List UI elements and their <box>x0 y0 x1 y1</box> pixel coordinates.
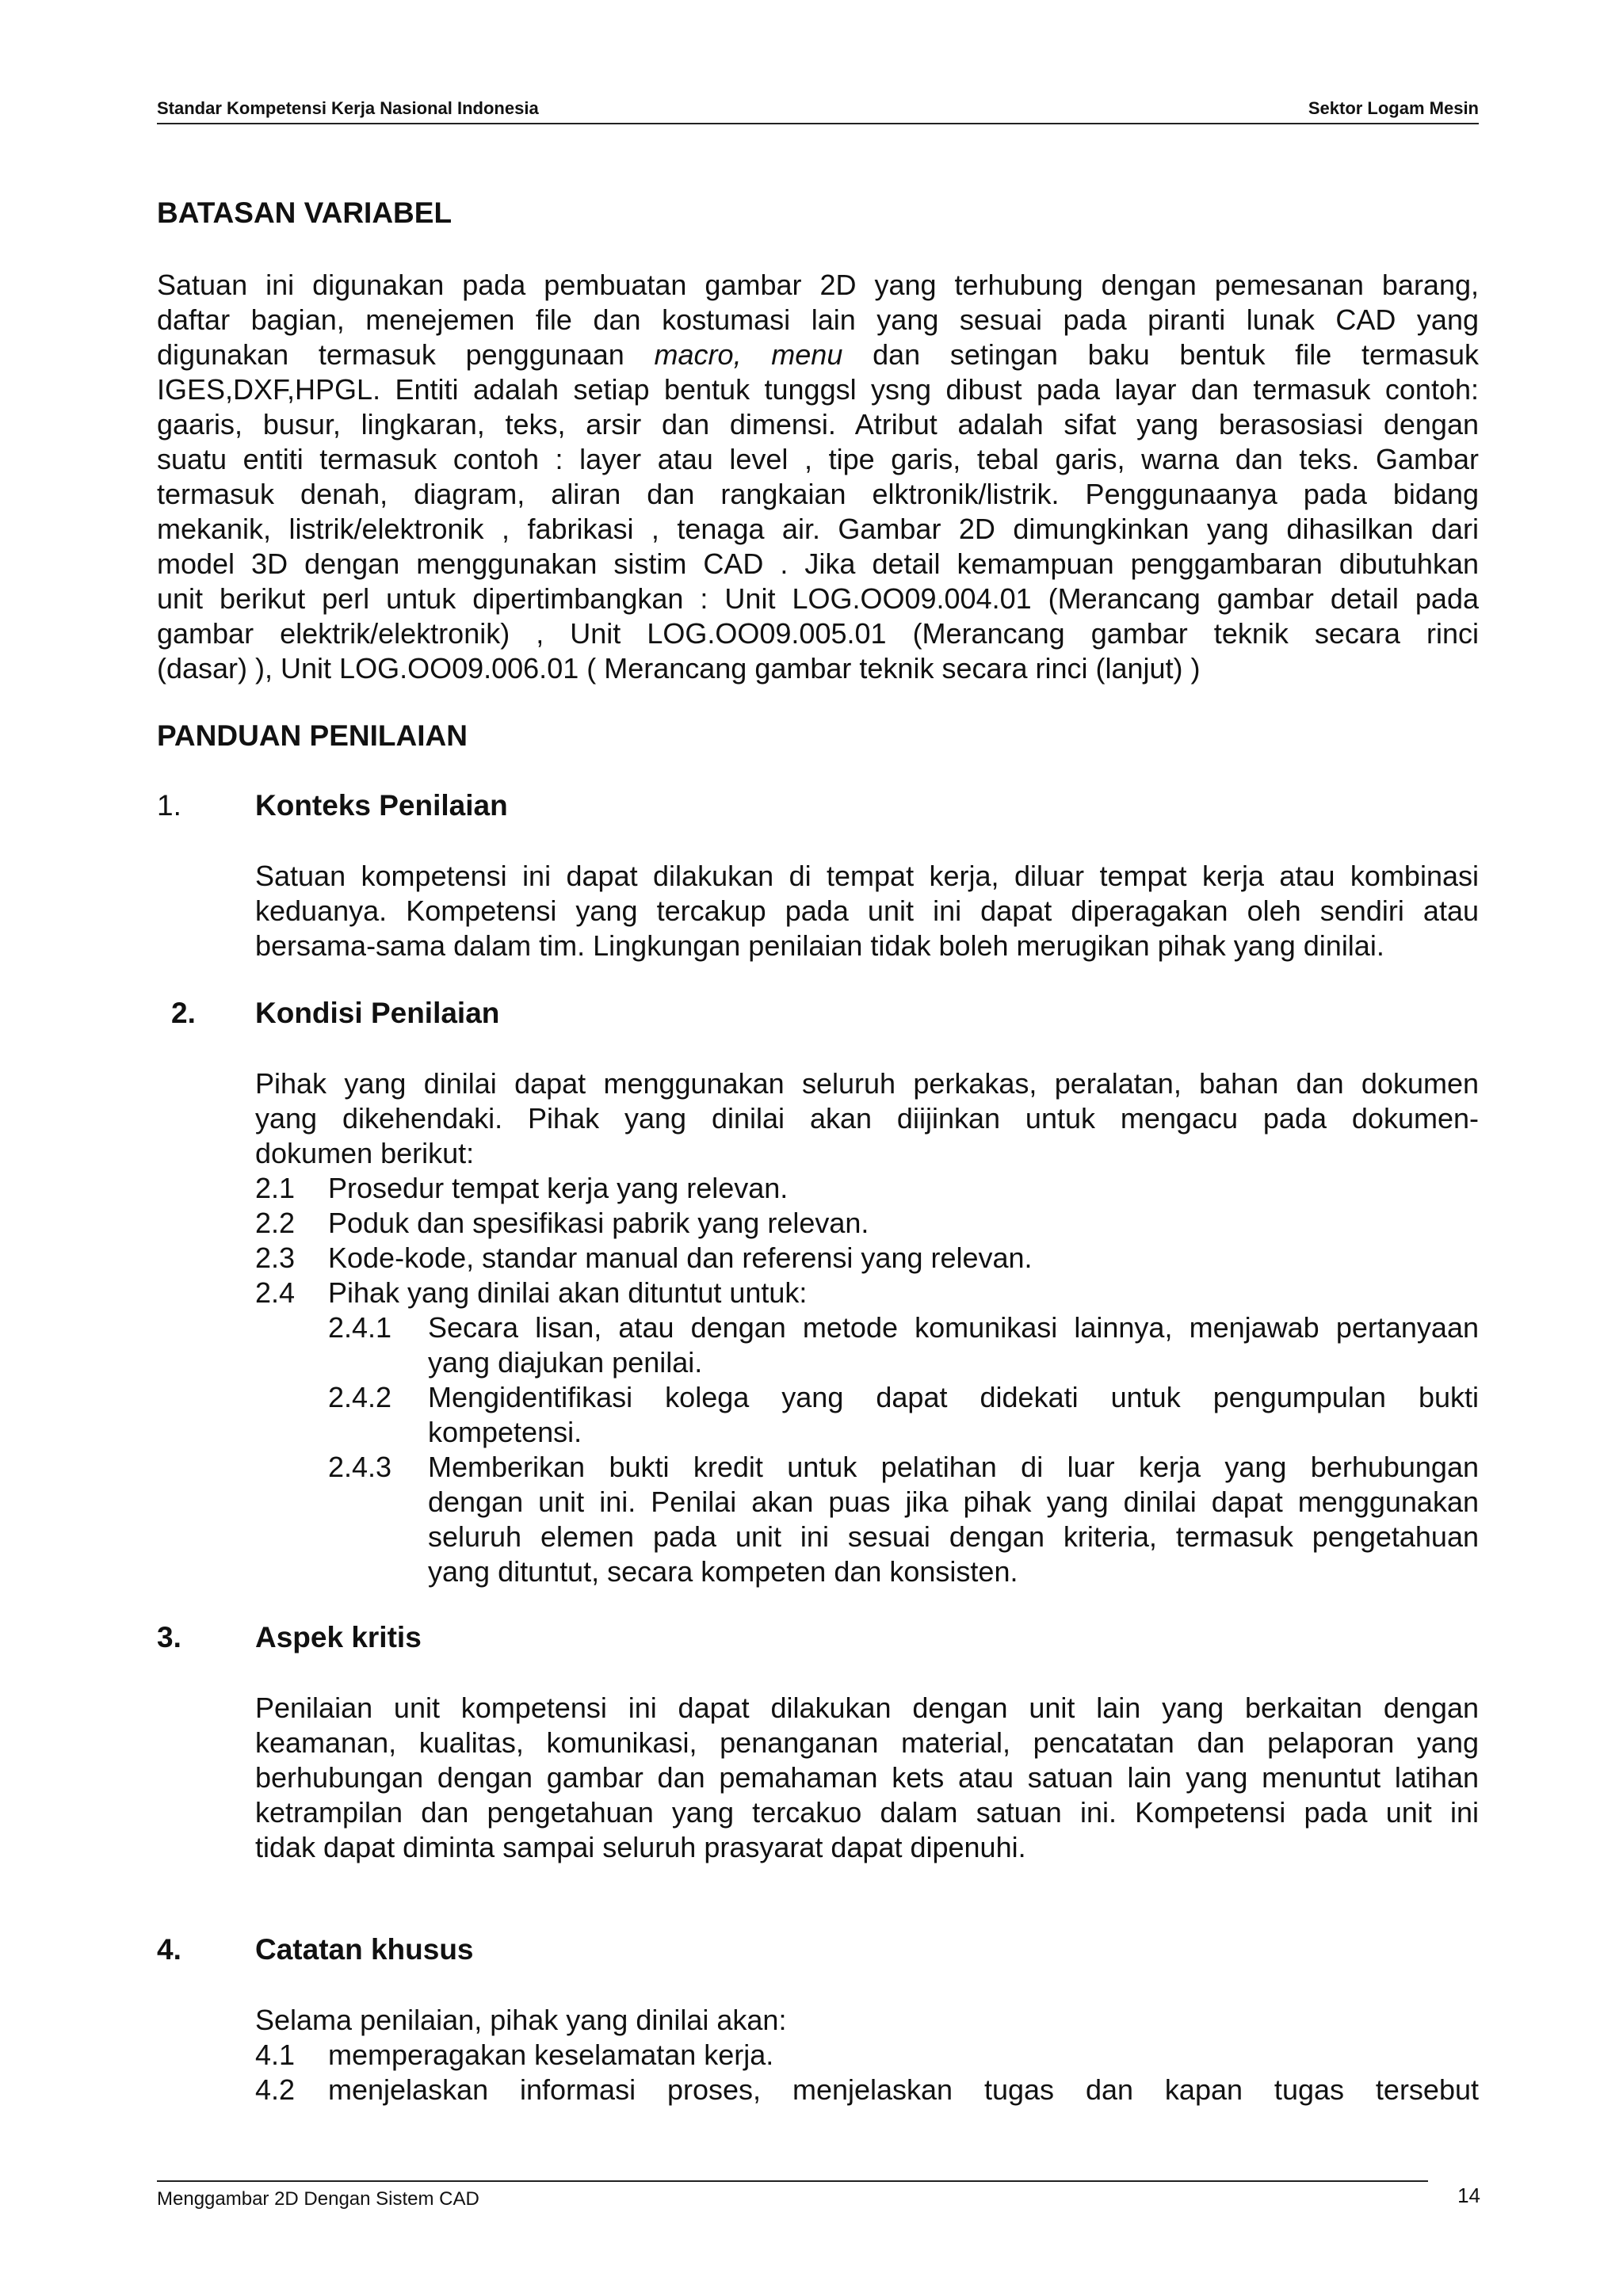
batasan-line: termasuk denah, diagram, aliran dan rangkaian elktronik/listrik. Penggunaanya pada bidang <box>157 478 1479 510</box>
heading-panduan-penilaian: PANDUAN PENILAIAN <box>157 719 468 752</box>
section-4-intro <box>255 2003 1479 2038</box>
s3-line: Penilaian unit kompetensi ini dapat dilakukan dengan unit lain yang berkaitan dengan <box>255 1691 1479 1724</box>
batasan-line: unit berikut perl untuk dipertimbangkan : Unit LOG.OO09.004.01 (Merancang gambar detail pada <box>157 582 1479 615</box>
s1-line: keduanya. Kompetensi yang tercakup pada unit ini dapat diperagakan oleh sendiri atau <box>255 894 1479 927</box>
section-3-number: 3. <box>157 1621 181 1653</box>
list-number: 2.1 <box>255 1172 296 1204</box>
batasan-line: (dasar) ), Unit LOG.OO09.006.01 ( Merancang gambar teknik secara rinci (lanjut) ) <box>157 652 1201 685</box>
section-2-title: Kondisi Penilaian <box>255 997 500 1029</box>
sublist-item-2-4-2-cont <box>428 1415 1479 1450</box>
batasan-line: gaaris, busur, lingkaran, teks, arsir dan dimensi. Atribut adalah sifat yang berasosiasi dengan <box>157 408 1479 441</box>
sublist-line: Mengidentifikasi kolega yang dapat didekati untuk pengumpulan bukti <box>428 1381 1479 1413</box>
list-number: 2.3 <box>255 1241 296 1274</box>
list-number: 2.4 <box>255 1276 296 1309</box>
sublist-line: dengan unit ini. Penilai akan puas jika pihak yang dinilai dapat menggunakan <box>428 1486 1479 1518</box>
batasan-line: daftar bagian, menejemen file dan kostumasi lain yang sesuai pada piranti lunak CAD yang <box>157 303 1479 336</box>
sublist-number: 2.4.1 <box>328 1311 392 1344</box>
batasan-line: Satuan ini digunakan pada pembuatan gambar 2D yang terhubung dengan pemesanan barang, <box>157 269 1479 301</box>
section-3-title: Aspek kritis <box>255 1621 422 1653</box>
section-1-title: Konteks Penilaian <box>255 789 508 822</box>
batasan-line <box>157 338 1479 372</box>
list-text: Kode-kode, standar manual dan referensi yang relevan. <box>328 1241 1033 1274</box>
batasan-line3-a: digunakan termasuk penggunaan <box>157 338 624 371</box>
batasan-line: IGES,DXF,HPGL. Entiti adalah setiap bentuk tunggsl ysng dibust pada layar dan termasuk contoh: <box>157 373 1479 406</box>
sublist-number: 2.4.3 <box>328 1451 392 1483</box>
batasan-line3-macro: macro, <box>654 338 742 371</box>
s3-line: keamanan, kualitas, komunikasi, penanganan material, pencatatan dan pelaporan yang <box>255 1726 1479 1759</box>
s2-line: dokumen berikut: <box>255 1137 475 1169</box>
batasan-line3-b: dan setingan baku bentuk file termasuk <box>873 338 1479 371</box>
sublist-line: kompetensi. <box>428 1416 582 1448</box>
list-text: memperagakan keselamatan kerja. <box>328 2039 774 2071</box>
list-text: Poduk dan spesifikasi pabrik yang relevan. <box>328 1207 869 1239</box>
sublist-number: 2.4.2 <box>328 1381 392 1413</box>
list-text: Pihak yang dinilai akan dituntut untuk: <box>328 1276 808 1309</box>
section-2-paragraph <box>255 1066 1479 1171</box>
page-number: 14 <box>1457 2183 1480 2207</box>
list-text: Prosedur tempat kerja yang relevan. <box>328 1172 789 1204</box>
s4-intro-text: Selama penilaian, pihak yang dinilai akan: <box>255 2004 787 2036</box>
sublist-line: Secara lisan, atau dengan metode komunikasi lainnya, menjawab pertanyaan <box>428 1311 1479 1344</box>
sublist-line: yang dituntut, secara kompeten dan konsisten. <box>428 1555 1018 1588</box>
footer-title: Menggambar 2D Dengan Sistem CAD <box>157 2188 479 2210</box>
sublist-line: yang diajukan penilai. <box>428 1346 703 1379</box>
section-1-number: 1. <box>157 789 181 822</box>
s2-line: Pihak yang dinilai dapat menggunakan seluruh perkakas, peralatan, bahan dan dokumen <box>255 1067 1479 1100</box>
heading-batasan-variabel: BATASAN VARIABEL <box>157 196 453 229</box>
section-4-title: Catatan khusus <box>255 1933 474 1966</box>
sublist-item-2-4-3-cont <box>428 1485 1479 1589</box>
list-number: 4.1 <box>255 2039 296 2071</box>
list-number: 4.2 <box>255 2073 296 2106</box>
footer-divider <box>157 2180 1428 2182</box>
s2-line: yang dikehendaki. Pihak yang dinilai akan diijinkan untuk mengacu pada dokumen- <box>255 1102 1479 1135</box>
s3-line: berhubungan dengan gambar dan pemahaman kets atau satuan lain yang menuntut latihan <box>255 1761 1479 1794</box>
batasan-line: mekanik, listrik/elektronik , fabrikasi , tenaga air. Gambar 2D dimungkinkan yang dihasilkan dari <box>157 513 1479 545</box>
batasan-paragraph <box>157 268 1479 686</box>
page-header <box>157 98 1479 120</box>
s3-line: tidak dapat diminta sampai seluruh prasyarat dapat dipenuhi. <box>255 1831 1026 1863</box>
sublist-line: seluruh elemen pada unit ini sesuai dengan kriteria, termasuk pengetahuan <box>428 1520 1479 1553</box>
header-left: Standar Kompetensi Kerja Nasional Indonesia <box>157 98 539 118</box>
s1-line: bersama-sama dalam tim. Lingkungan penilaian tidak boleh merugikan pihak yang dinilai. <box>255 929 1384 962</box>
batasan-line: model 3D dengan menggunakan sistim CAD . Jika detail kemampuan penggambaran dibutuhkan <box>157 547 1479 580</box>
batasan-line: gambar elektrik/elektronik) , Unit LOG.OO09.005.01 (Merancang gambar teknik secara rinci <box>157 617 1479 650</box>
header-right: Sektor Logam Mesin <box>1308 98 1479 118</box>
sublist-line: Memberikan bukti kredit untuk pelatihan di luar kerja yang berhubungan <box>428 1451 1479 1483</box>
header-divider <box>157 123 1479 124</box>
section-3-paragraph <box>255 1691 1479 1865</box>
s1-line: Satuan kompetensi ini dapat dilakukan di tempat kerja, diluar tempat kerja atau kombinasi <box>255 860 1479 892</box>
sublist-item-2-4-1-cont <box>428 1345 1479 1380</box>
section-1-paragraph <box>255 859 1479 963</box>
section-4-number: 4. <box>157 1933 181 1966</box>
list-number: 2.2 <box>255 1207 296 1239</box>
s3-line: ketrampilan dan pengetahuan yang tercakuo dalam satuan ini. Kompetensi pada unit ini <box>255 1796 1479 1829</box>
batasan-line: suatu entiti termasuk contoh : layer atau level , tipe garis, tebal garis, warna dan teks. Gambar <box>157 443 1479 475</box>
section-2-number: 2. <box>171 997 196 1029</box>
list-text: menjelaskan informasi proses, menjelaskan tugas dan kapan tugas tersebut <box>328 2073 1479 2106</box>
batasan-line3-menu: menu <box>771 338 843 371</box>
